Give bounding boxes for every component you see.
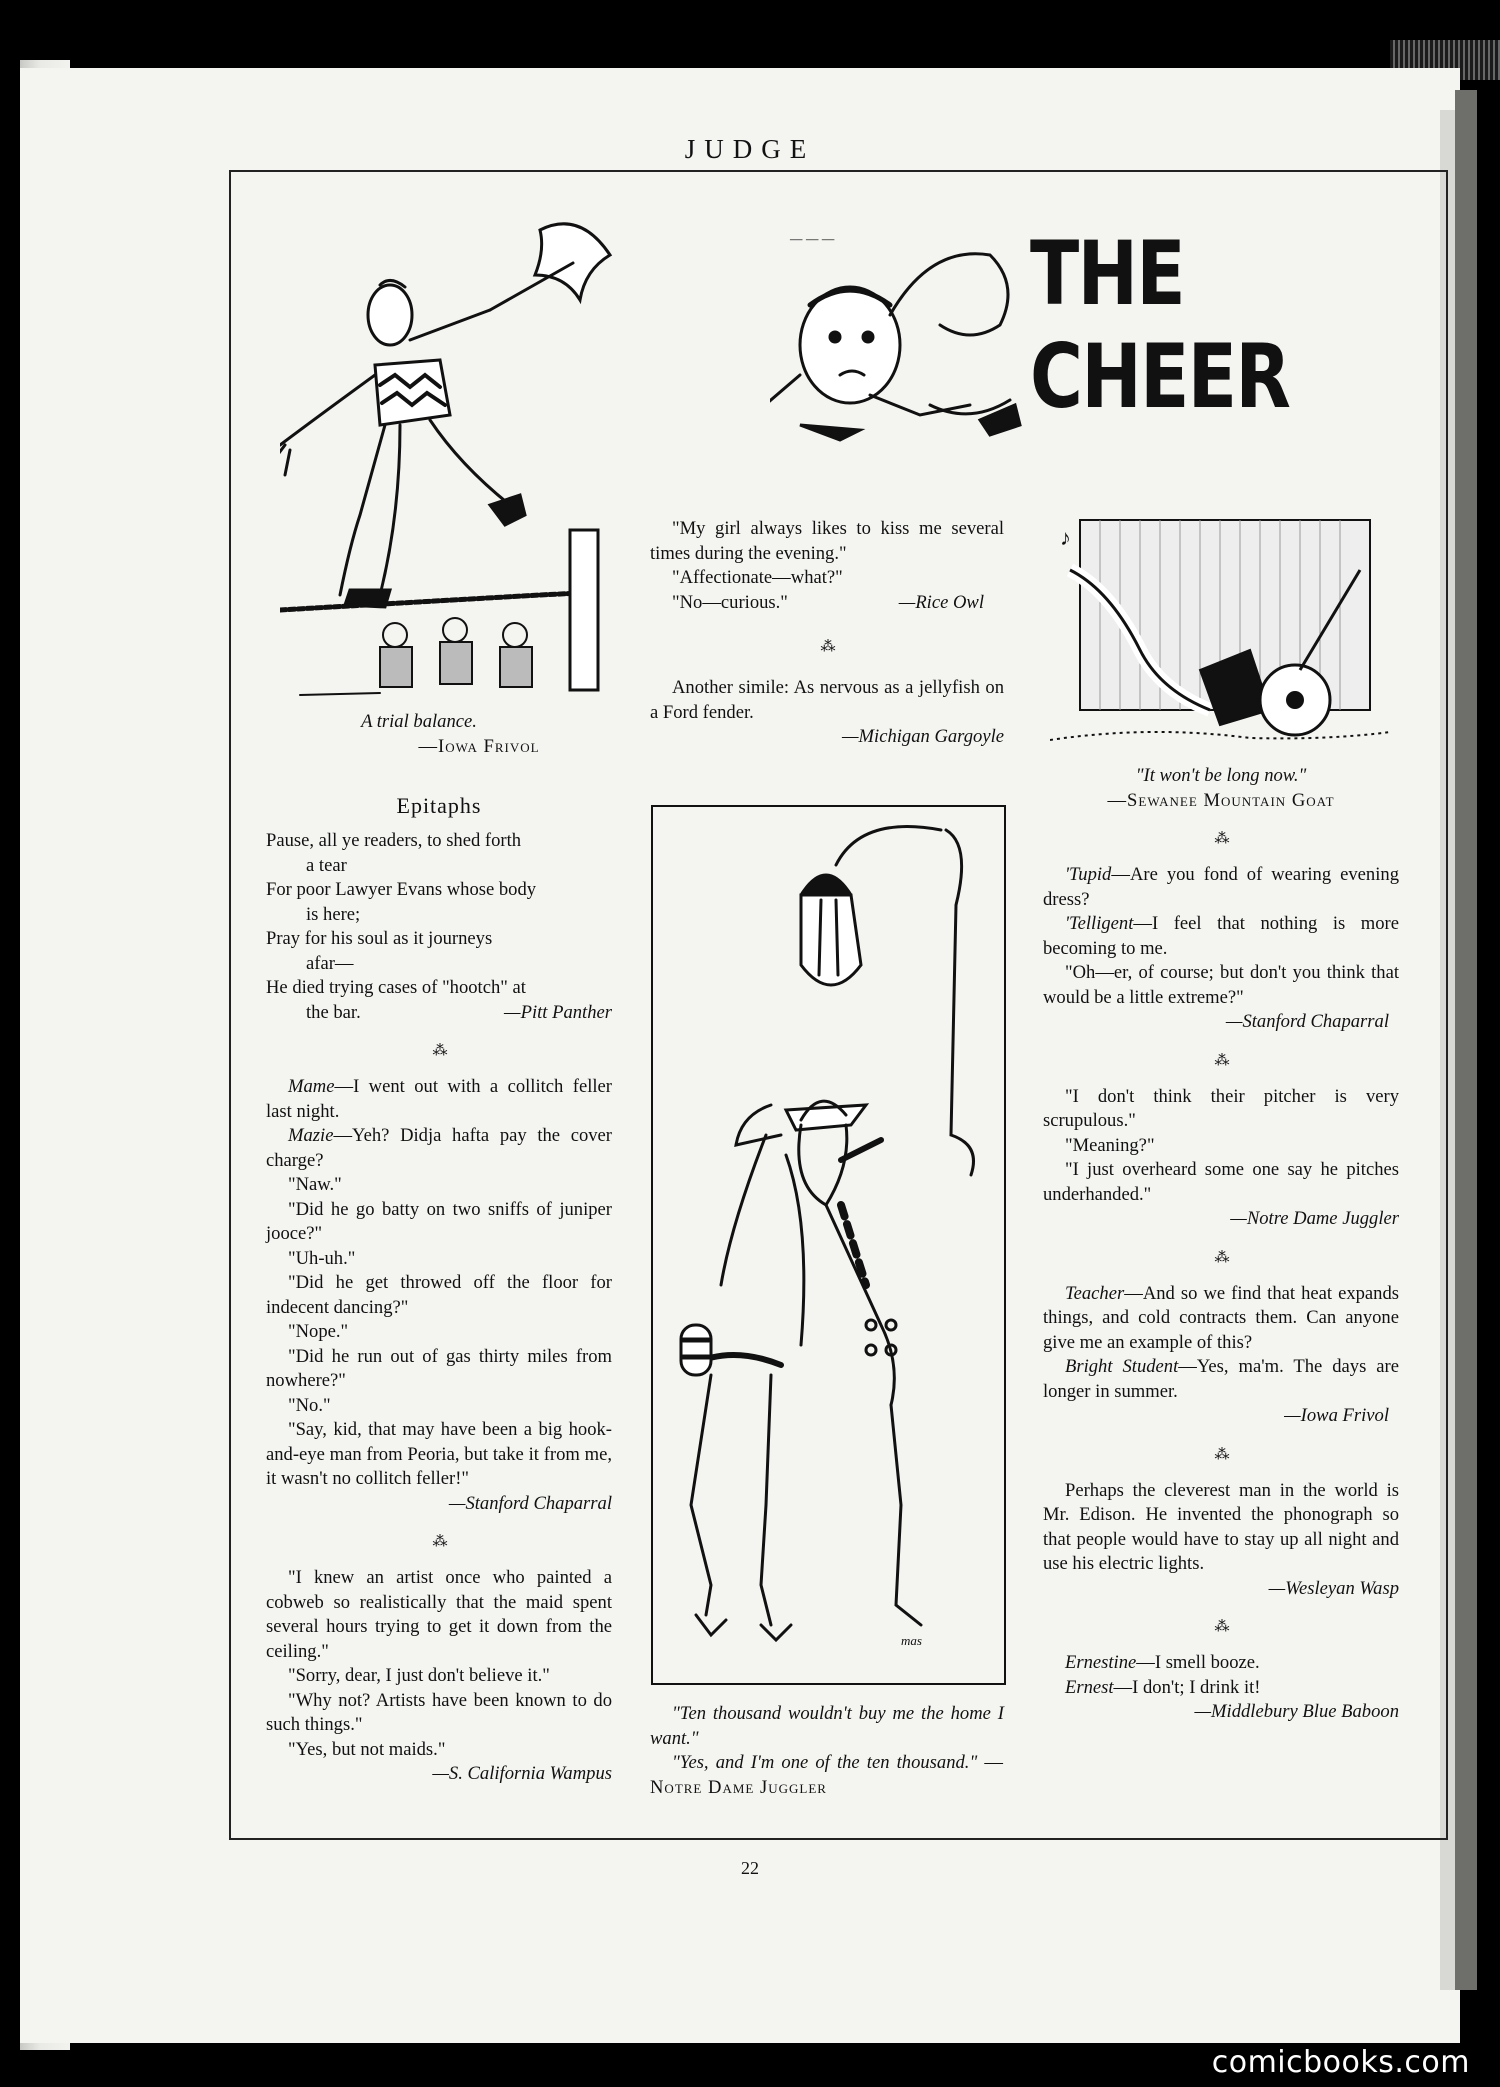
dialogue: "Nope." xyxy=(288,1321,349,1342)
joke-source: —Middlebury Blue Baboon xyxy=(1194,1701,1399,1722)
speaker: Mame xyxy=(288,1076,335,1097)
speaker: Teacher xyxy=(1065,1282,1125,1304)
joke-source: —Wesleyan Wasp xyxy=(1268,1577,1399,1599)
speaker: 'Telligent xyxy=(1065,913,1134,934)
poem-line: Pause, all ye readers, to shed forth xyxy=(266,830,522,851)
poem-line: is here; xyxy=(306,903,361,925)
page-number: 22 xyxy=(741,1858,759,1878)
svg-text:— — —: — — — xyxy=(790,232,835,247)
dialogue: "Why not? Artists have been known to do such things." xyxy=(266,1689,612,1735)
speaker: Bright Student xyxy=(1065,1356,1179,1377)
dialogue: —I went out with a collitch feller last night. xyxy=(266,1076,612,1122)
dialogue: "Did he get throwed off the floor for indecent dancing?" xyxy=(266,1272,612,1318)
dialogue: "No—curious." xyxy=(672,591,788,613)
dialogue: "Oh—er, of course; but don't you think that would be a little extreme?" xyxy=(1043,962,1399,1008)
separator-ornament: ⁂ xyxy=(1214,1446,1228,1463)
separator-ornament: ⁂ xyxy=(1214,1619,1228,1635)
separator-ornament: ⁂ xyxy=(432,1043,446,1059)
caption-text-2: "Yes, and I'm one of the ten thousand." —Notre Dame Juggler xyxy=(650,1752,1004,1798)
dialogue: —Yeh? Didja hafta pay the cover charge? xyxy=(266,1125,612,1171)
dialogue: "Naw." xyxy=(288,1174,342,1195)
dialogue: "Yes, but not maids." xyxy=(288,1738,446,1760)
joke-source: —Iowa Frivol xyxy=(1284,1405,1389,1426)
dialogue: "Did he run out of gas thirty miles from nowhere?" xyxy=(266,1345,612,1391)
epitaphs-title: Epitaphs xyxy=(396,793,482,818)
epitaphs-section xyxy=(266,793,612,1787)
joke-source: —S. California Wampus xyxy=(432,1763,612,1784)
edison-joke xyxy=(1043,1479,1399,1602)
caption-source: —Sewanee Mountain Goat xyxy=(1107,789,1335,811)
poem-line: For poor Lawyer Evans whose body xyxy=(266,879,537,900)
col3-jokes xyxy=(1043,764,1399,1725)
mower-caption xyxy=(1043,764,1399,813)
poem-line: Pray for his soul as it journeys xyxy=(266,928,493,949)
poem-line: the bar. xyxy=(306,1001,361,1023)
magazine-title: JUDGE xyxy=(684,134,816,164)
caption-source: —Iowa Frivol xyxy=(418,735,540,757)
separator-ornament: ⁂ xyxy=(1214,1249,1228,1266)
tupid-joke xyxy=(1043,863,1399,1035)
poem-line: afar— xyxy=(306,952,354,974)
dialogue: "I just overheard some one say he pitches underhanded." xyxy=(1043,1159,1399,1205)
poem-source: —Pitt Panther xyxy=(504,1001,612,1023)
dialogue: "No." xyxy=(288,1394,331,1416)
separator-ornament: ⁂ xyxy=(1214,1052,1228,1069)
joke-source: —Rice Owl xyxy=(898,591,984,613)
lawnmower-cartoon xyxy=(1050,510,1395,750)
separator-ornament: ⁂ xyxy=(1214,831,1228,847)
caption-text: "It won't be long now." xyxy=(1135,765,1307,786)
caption-text: A trial balance. xyxy=(361,711,477,732)
dialogue: —And so we find that heat expands things, and cold contracts them. Can anyone give me an example of this? xyxy=(1043,1282,1399,1353)
svg-text:mas: mas xyxy=(901,1633,922,1648)
mame-joke xyxy=(266,1075,612,1516)
dialogue: "Meaning?" xyxy=(1065,1134,1155,1156)
girl-joke xyxy=(650,517,1004,615)
dialogue: "I knew an artist once who painted a cobweb so realistically that the maid spent several hours trying to get it down from the ceiling." xyxy=(266,1567,612,1662)
joke-source: —Notre Dame Juggler xyxy=(1230,1208,1399,1229)
dialogue: —I feel that nothing is more becoming to me. xyxy=(1043,913,1399,959)
joke-source: —Stanford Chaparral xyxy=(1225,1011,1389,1032)
poem-line-last xyxy=(266,1001,612,1026)
dialogue: —I don't; I drink it! xyxy=(1113,1676,1261,1698)
caption-text: "Ten thousand wouldn't buy me the home I want." xyxy=(650,1703,1004,1749)
dialogue: "Sorry, dear, I just don't believe it." xyxy=(288,1665,550,1686)
watermark-brand: comicbooks.com xyxy=(1211,2045,1470,2080)
col2-jokes xyxy=(650,517,1004,750)
joke-text: Perhaps the cleverest man in the world is Mr. Edison. He invented the phonograph so that people would have to stay up all night and use his electric lights. xyxy=(1043,1479,1399,1574)
separator-ornament: ⁂ xyxy=(820,639,834,655)
dialogue: "Uh-uh." xyxy=(288,1247,356,1269)
lamppost-couple-cartoon xyxy=(651,805,1006,1685)
joke-source: —Stanford Chaparral xyxy=(448,1492,612,1514)
separator-ornament: ⁂ xyxy=(432,1534,446,1550)
artist-joke xyxy=(266,1566,612,1787)
teacher-joke xyxy=(1043,1282,1399,1429)
the-cheer-title: THE CHEER xyxy=(1030,222,1290,428)
poem-line: He died trying cases of "hootch" at xyxy=(266,977,526,998)
dialogue: "Did he go batty on two sniffs of juniper jooce?" xyxy=(266,1198,612,1244)
cartoon-caption-ten-thousand xyxy=(650,1702,1004,1800)
speaker: Mazie xyxy=(288,1125,334,1146)
dialogue: —I smell booze. xyxy=(1136,1652,1260,1673)
poem-line: a tear xyxy=(306,854,347,876)
cartoon-caption-trial-balance xyxy=(266,710,612,759)
tightrope-cartoon xyxy=(280,215,620,715)
speaker: Ernestine xyxy=(1065,1652,1137,1673)
svg-text:♪: ♪ xyxy=(1060,525,1071,550)
ernestine-joke xyxy=(1043,1651,1399,1725)
dialogue: "My girl always likes to kiss me several times during the evening." xyxy=(650,518,1004,564)
joke-source: —Michigan Gargoyle xyxy=(842,726,1004,747)
dialogue-row xyxy=(650,591,1004,616)
simile-joke xyxy=(650,676,1004,750)
dialogue: "I don't think their pitcher is very scrupulous." xyxy=(1043,1085,1399,1131)
dialogue: —Are you fond of wearing evening dress? xyxy=(1043,864,1399,910)
speaker: 'Tupid xyxy=(1065,864,1112,885)
joke-text: Another simile: As nervous as a jellyfish on a Ford fender. xyxy=(650,677,1004,723)
speaker: Ernest xyxy=(1065,1676,1114,1698)
pitcher-joke xyxy=(1043,1085,1399,1232)
dialogue: "Affectionate—what?" xyxy=(672,567,843,588)
dialogue: —Yes, ma'm. The days are longer in summer. xyxy=(1043,1356,1399,1402)
book-edge-right xyxy=(1455,90,1477,1990)
epitaphs-poem xyxy=(266,829,612,1025)
dialogue: "Say, kid, that may have been a big hook-and-eye man from Peoria, but take it from me, it wasn't no collitch feller!" xyxy=(266,1419,612,1489)
caption-source: —Notre Dame Juggler xyxy=(650,1752,1004,1798)
cheerleader-cartoon xyxy=(770,225,1030,465)
